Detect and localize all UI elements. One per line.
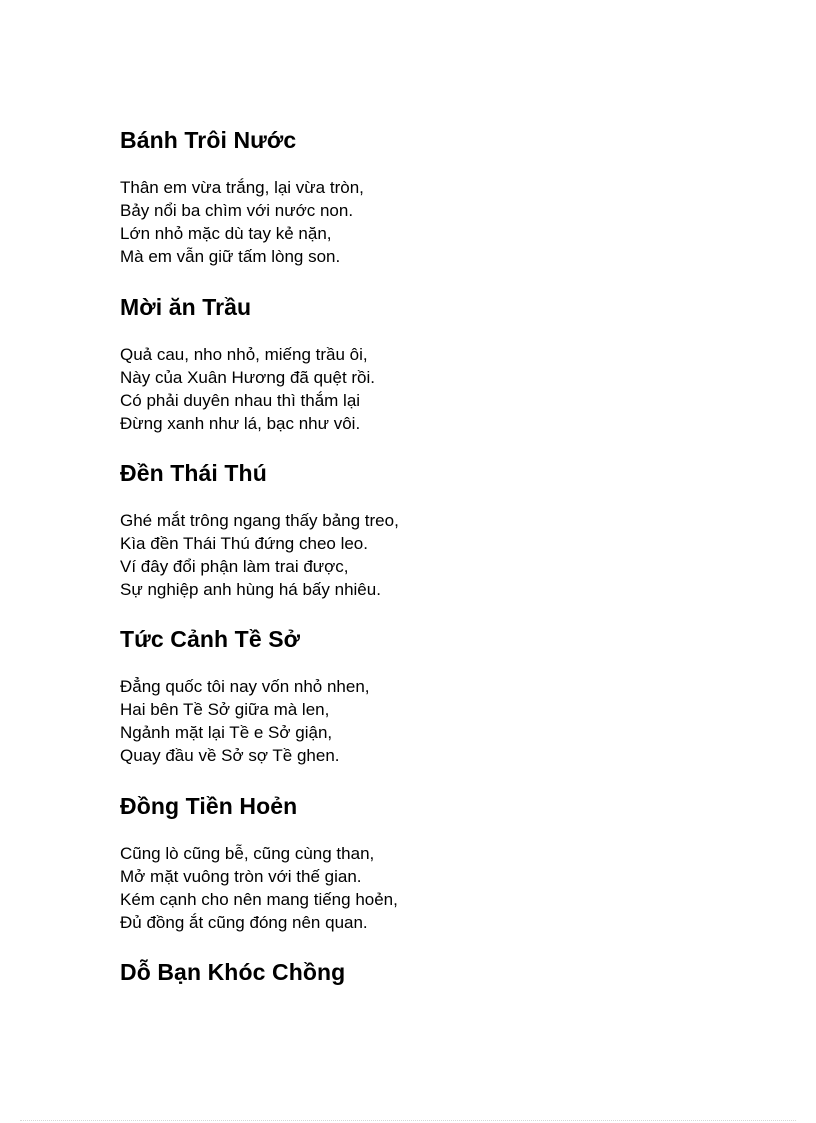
poem-title: Bánh Trôi Nước <box>120 127 297 153</box>
poem-line: Sự nghiệp anh hùng há bấy nhiêu. <box>120 580 381 599</box>
poem-dong-tien-hoen <box>120 792 720 934</box>
poem-line: Đủ đồng ắt cũng đóng nên quan. <box>120 913 368 932</box>
poem-tuc-canh-te-so <box>120 625 720 767</box>
poem-title: Mời ăn Trầu <box>120 294 252 320</box>
poem-line: Mà em vẫn giữ tấm lòng son. <box>120 247 341 266</box>
poem-line: Ví đây đổi phận làm trai được, <box>120 557 349 576</box>
poem-line: Quay đầu về Sở sợ Tề ghen. <box>120 746 340 765</box>
poem-line: Quả cau, nho nhỏ, miếng trầu ôi, <box>120 345 368 364</box>
poem-den-thai-thu <box>120 459 720 601</box>
poem-title: Dỗ Bạn Khóc Chồng <box>120 959 346 985</box>
poem-line: Mở mặt vuông tròn với thế gian. <box>120 867 362 886</box>
poem-line: Thân em vừa trắng, lại vừa tròn, <box>120 178 364 197</box>
poem-stanza <box>120 176 720 268</box>
poem-line: Hai bên Tề Sở giữa mà len, <box>120 700 330 719</box>
poem-title: Đồng Tiền Hoẻn <box>120 793 298 819</box>
poem-line: Kìa đền Thái Thú đứng cheo leo. <box>120 534 368 553</box>
poem-line: Có phải duyên nhau thì thắm lại <box>120 391 361 410</box>
poem-banh-troi-nuoc <box>120 126 720 268</box>
poem-title: Tức Cảnh Tề Sở <box>120 626 301 652</box>
poem-stanza <box>120 842 720 934</box>
poem-line: Kém cạnh cho nên mang tiếng hoẻn, <box>120 890 398 909</box>
poem-line: Ngảnh mặt lại Tề e Sở giận, <box>120 723 333 742</box>
poem-line: Cũng lò cũng bễ, cũng cùng than, <box>120 844 375 863</box>
poem-title: Đền Thái Thú <box>120 460 267 486</box>
poem-do-ban-khoc-chong <box>120 958 720 986</box>
poem-line: Ghé mắt trông ngang thấy bảng treo, <box>120 511 399 530</box>
poem-moi-an-trau <box>120 293 720 435</box>
poem-line: Đừng xanh như lá, bạc như vôi. <box>120 414 361 433</box>
poem-stanza <box>120 343 720 435</box>
poem-line: Này của Xuân Hương đã quệt rồi. <box>120 368 376 387</box>
poem-stanza <box>120 675 720 767</box>
poem-line: Lớn nhỏ mặc dù tay kẻ nặn, <box>120 224 332 243</box>
poem-stanza <box>120 509 720 601</box>
poem-line: Bảy nổi ba chìm với nước non. <box>120 201 354 220</box>
page-divider <box>20 1120 796 1121</box>
poem-line: Đẳng quốc tôi nay vốn nhỏ nhen, <box>120 677 370 696</box>
